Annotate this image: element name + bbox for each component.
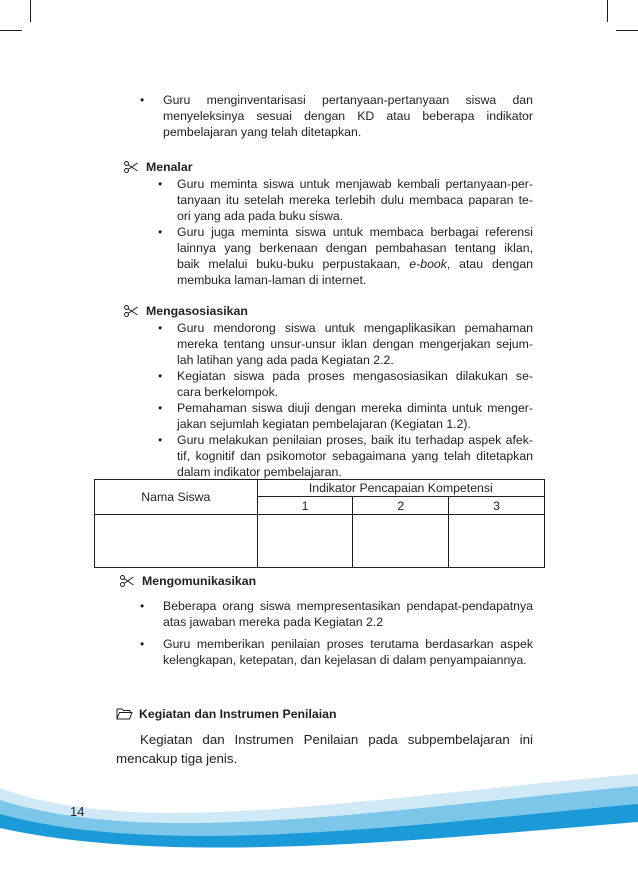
table-cell [95,515,258,568]
table-header-nama-siswa: Nama Siswa [95,480,258,515]
crop-mark [616,30,638,31]
wave-decoration [0,770,638,884]
table-cell [353,515,449,568]
bullet-icon: • [158,225,163,239]
crop-mark [607,0,608,22]
mengomunikasikan-heading: Mengomunikasikan [142,574,257,588]
table-col-header: 2 [353,497,449,515]
bullet-icon: • [158,321,163,335]
table-cell [449,515,545,568]
mengasosiasikan-heading: Mengasosiasikan [146,304,248,318]
bullet-icon: • [140,599,145,613]
scissors-icon [124,161,138,173]
scissors-icon [120,575,134,587]
mengasosiasikan-bullet-3: Pemahaman siswa diuji dengan mereka diminta untuk menger- jakan sejumlah kegiatan pembelajaran (Kegiatan 1.2). [177,401,533,431]
menalar-bullet-2: Guru juga meminta siswa untuk membaca berbagai referensi lainnya yang berkenaan dengan pembahasan tentang iklan, baik melalui buku-buku perpustakaan, e-book, atau dengan membuka laman-laman di internet. [177,225,533,287]
bullet-icon: • [158,401,163,415]
intro-paragraph: Guru menginventarisasi pertanyaan-pertanyaan siswa dan menyeleksinya sesuai dengan KD atau beberapa indikator pembelajaran yang telah ditetapkan. [163,93,533,139]
crop-mark [30,0,31,22]
mengomunikasikan-bullet-2: Guru memberikan penilaian proses terutama berdasarkan aspek kelengkapan, ketepatan, dan kejelasan di dalam penyampaiannya. [163,637,533,667]
kegiatan-paragraph: Kegiatan dan Instrumen Penilaian pada subpembelajaran ini mencakup tiga jenis. [116,732,533,766]
table-col-header: 3 [449,497,545,515]
scissors-icon [124,305,138,317]
mengasosiasikan-bullet-4: Guru melakukan penilaian proses, baik itu terhadap aspek afek- tif, kognitif dan psikomotor sebagaimana yang telah ditetapkan dalam indikator pembelajaran. [177,433,533,479]
bullet-icon: • [158,369,163,383]
mengasosiasikan-bullet-2: Kegiatan siswa pada proses mengasosiasikan dilakukan se- cara berkelompok. [177,369,533,399]
assessment-table [94,479,545,568]
table-col-header: 1 [257,497,353,515]
menalar-heading: Menalar [146,160,193,174]
table-cell [257,515,353,568]
bullet-icon: • [158,177,163,191]
mengomunikasikan-bullet-1: Beberapa orang siswa mempresentasikan pendapat-pendapatnya atas jawaban mereka pada Kegiatan 2.2 [163,599,533,629]
folder-icon [116,707,133,720]
kegiatan-heading: Kegiatan dan Instrumen Penilaian [139,707,337,721]
bullet-icon: • [140,93,145,107]
table-row [95,515,545,568]
mengasosiasikan-bullet-1: Guru mendorong siswa untuk mengaplikasikan pemahaman mereka tentang unsur-unsur iklan dengan mengerjakan sejum- lah latihan yang ada pada Kegiatan 2.2. [177,321,533,367]
page-number: 14 [70,804,85,819]
bullet-icon: • [158,433,163,447]
bullet-icon: • [140,637,145,651]
crop-mark [0,30,22,31]
menalar-bullet-1: Guru meminta siswa untuk menjawab kembali pertanyaan-per- tanyaan itu setelah mereka terlebih dulu membaca paparan te- ori yang ada pada buku siswa. [177,177,533,223]
table-header-indikator: Indikator Pencapaian Kompetensi [257,480,544,497]
